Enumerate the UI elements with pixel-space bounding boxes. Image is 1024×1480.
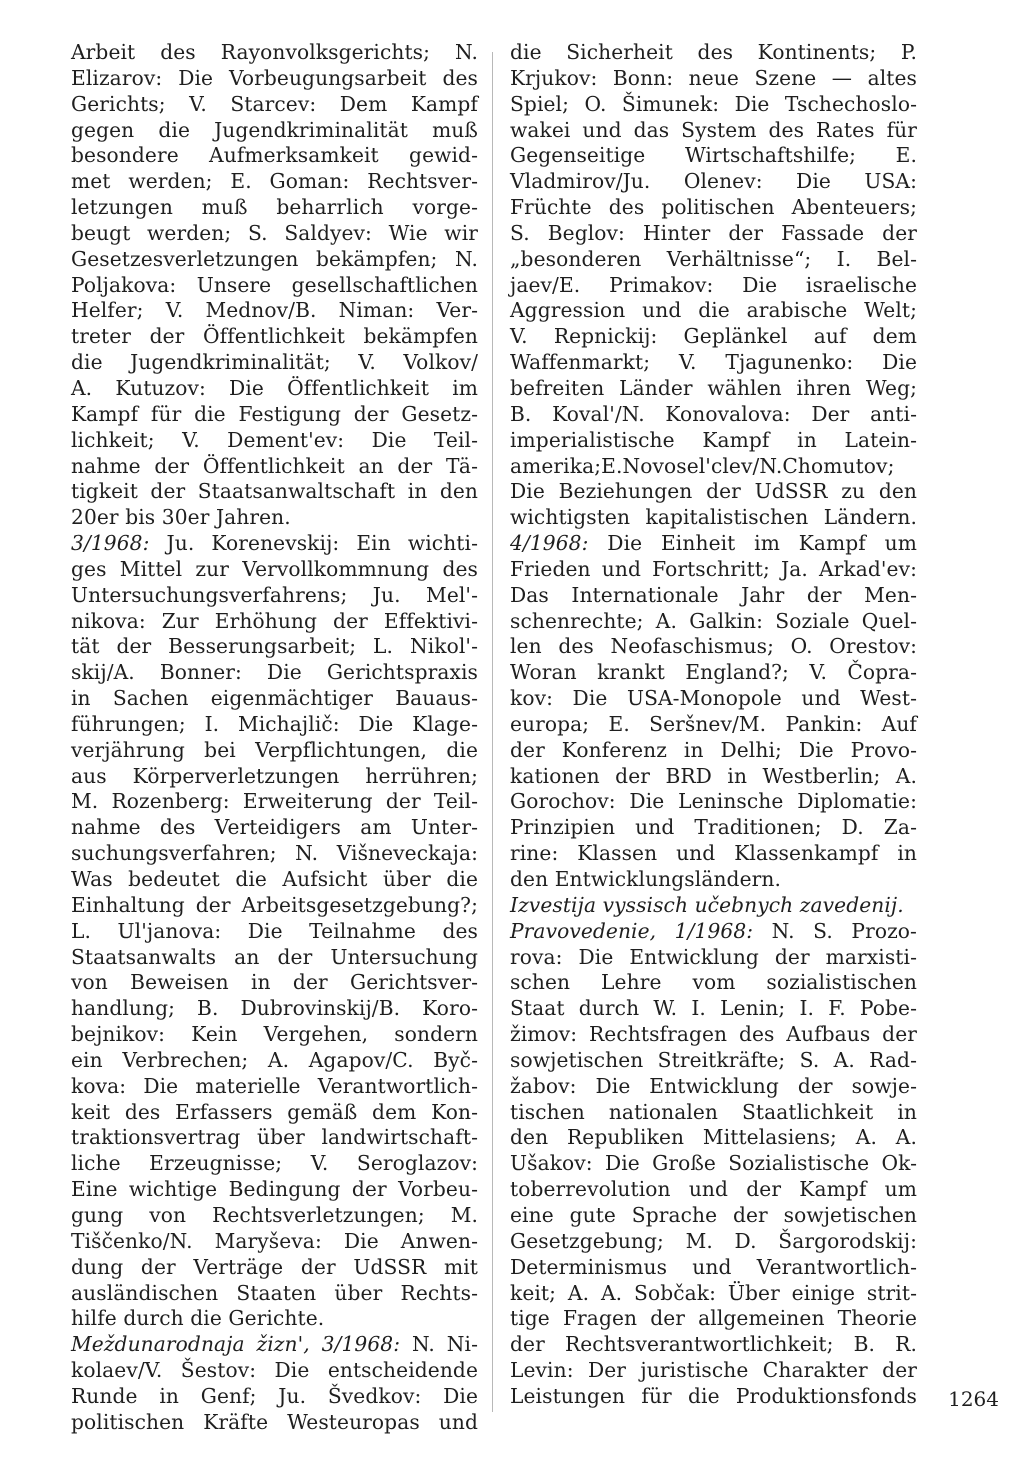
line-text: verjährung bei Verpflichtungen, die [71,737,478,762]
source-citation: Pravovedenie, 1/1968: [510,918,754,943]
text-line [510,1022,917,1048]
text-line [510,609,917,635]
line-text: Eine wichtige Bedingung der Vorbeu- [71,1177,478,1202]
line-text: met werden; E. Goman: Rechtsver- [71,169,478,194]
text-line [71,505,478,531]
text-line [71,1048,478,1074]
text-line [71,298,478,324]
text-line [510,893,917,919]
text-line [71,867,478,893]
line-text: Tiščenko/N. Maryševa: Die Anwen- [71,1228,478,1253]
text-line [510,479,917,505]
text-line [71,660,478,686]
line-text: nikova: Zur Erhöhung der Effektivi- [71,608,478,633]
text-line [510,583,917,609]
text-line [510,634,917,660]
text-line [510,1384,917,1410]
text-line [510,1281,917,1307]
line-text: Waffenmarkt; V. Tjagunenko: Die [510,350,917,375]
text-line [510,660,917,686]
text-line [510,1358,917,1384]
line-text: imperialistische Kampf in Latein- [510,427,917,452]
line-text: bejnikov: Kein Vergehen, sondern [71,1022,478,1047]
text-line [71,376,478,402]
line-text: Gorochov: Die Leninsche Diplomatie: [510,789,917,814]
text-line [510,557,917,583]
line-text: nahme des Verteidigers am Unter- [71,815,478,840]
text-line [71,815,478,841]
line-text: keit des Erfassers gemäß dem Kon- [71,1099,478,1124]
line-text: Gesetzesverletzungen bekämpfen; N. [71,246,478,271]
text-line [71,92,478,118]
line-text: rova: Die Entwicklung der marxisti- [510,944,917,969]
line-text: Staat durch W. I. Lenin; I. F. Pobe- [510,996,917,1021]
line-text: wakei und das System des Rates für [510,117,917,142]
text-line [71,1255,478,1281]
line-text: amerika;E.Novosel'clev/N.Chomutov; [510,453,895,478]
line-text: gung von Rechtsverletzungen; M. [71,1202,478,1227]
text-line [510,169,917,195]
line-text: Gesetzgebung; M. D. Šargorodskij: [510,1228,917,1253]
line-text: politischen Kräfte Westeuropas und [71,1409,478,1434]
line-text: traktionsvertrag über landwirtschaft- [71,1125,478,1150]
line-text: M. Rozenberg: Erweiterung der Teil- [71,789,478,814]
text-line [71,454,478,480]
text-line [71,324,478,350]
line-text: len des Neofaschismus; O. Orestov: [510,634,917,659]
line-text: ausländischen Staaten über Rechts- [71,1280,478,1305]
line-text: 20er bis 30er Jahren. [71,505,291,530]
line-text: „besonderen Verhältnisse“; I. Bel- [510,246,917,271]
text-line [510,996,917,1022]
line-text: Levin: Der juristische Charakter der [510,1358,917,1383]
text-line [510,970,917,996]
line-text: toberrevolution und der Kampf um [510,1177,917,1202]
line-text: Krjukov: Bonn: neue Szene — altes [510,65,917,90]
line-text: Leistungen für die Produktionsfonds [510,1383,917,1408]
text-line [71,1177,478,1203]
text-line [510,143,917,169]
line-text: Untersuchungsverfahrens; Ju. Mel'- [71,582,478,607]
line-text: Ju. Korenevskij: Ein wichti- [149,531,478,556]
line-text: handlung; B. Dubrovinskij/B. Koro- [71,996,478,1021]
text-line [71,143,478,169]
source-citation: 3/1968: [71,531,150,556]
line-text: kationen der BRD in Westberlin; A. [510,763,917,788]
page-number: 1264 [948,1387,999,1411]
text-line [510,118,917,144]
line-text: dung der Verträge der UdSSR mit [71,1254,478,1279]
line-text: rine: Klassen und Klassenkampf in [510,841,917,866]
text-line [71,195,478,221]
text-line [71,221,478,247]
text-line [510,712,917,738]
text-line [71,169,478,195]
text-line [510,1332,917,1358]
line-text: Die Einheit im Kampf um [588,531,917,556]
line-text: treter der Öffentlichkeit bekämpfen [71,324,478,349]
line-text: europa; E. Seršnev/M. Pankin: Auf [510,711,917,736]
text-line [510,324,917,350]
line-text: besondere Aufmerksamkeit gewid- [71,143,478,168]
line-text: schen Lehre vom sozialistischen [510,970,917,995]
text-line [510,1074,917,1100]
text-line [510,1125,917,1151]
text-line [510,764,917,790]
line-text: ges Mittel zur Vervollkommnung des [71,556,478,581]
text-line [71,1125,478,1151]
text-line [510,1229,917,1255]
text-line [71,428,478,454]
text-line [510,1255,917,1281]
text-line [510,841,917,867]
text-line [71,557,478,583]
line-text: žabov: Die Entwicklung der sowje- [510,1073,917,1098]
line-text: hilfe durch die Gerichte. [71,1306,325,1331]
text-line [510,376,917,402]
line-text: Einhaltung der Arbeitsgesetzgebung?; [71,892,478,917]
text-line [71,1100,478,1126]
text-line [510,1306,917,1332]
text-line [510,789,917,815]
text-line [510,531,917,557]
text-line [71,1358,478,1384]
text-line [71,764,478,790]
line-text: den Republiken Mittelasiens; A. A. [510,1125,917,1150]
line-text: schenrechte; A. Galkin: Soziale Quel- [510,608,917,633]
text-line [510,402,917,428]
line-text: aus Körperverletzungen herrühren; [71,763,478,788]
text-line [71,273,478,299]
text-line [510,428,917,454]
text-line [71,970,478,996]
line-text: N. Ni- [400,1332,479,1357]
text-line [71,789,478,815]
text-line [510,505,917,531]
column-divider [492,52,493,1412]
line-text: Die Beziehungen der UdSSR zu den [510,479,917,504]
line-text: Poljakova: Unsere gesellschaftlichen [71,272,478,297]
line-text: L. Ul'janova: Die Teilnahme des [71,918,478,943]
line-text: kova: Die materielle Verantwortlich- [71,1073,478,1098]
line-text: kolaev/V. Šestov: Die entscheidende [71,1358,478,1383]
line-text: keit; A. A. Sobčak: Über einige strit- [510,1280,917,1305]
text-line [71,1306,478,1332]
source-citation: 4/1968: [510,531,589,556]
text-line [510,247,917,273]
text-line [71,1074,478,1100]
line-text: Helfer; V. Mednov/B. Niman: Ver- [71,298,478,323]
text-line [71,919,478,945]
line-text: Früchte des politischen Abenteuers; [510,195,917,220]
line-text: der Rechtsverantwortlichkeit; B. R. [510,1332,917,1357]
line-text: Prinzipien und Traditionen; D. Za- [510,815,917,840]
text-line [510,221,917,247]
text-line [510,40,917,66]
line-text: ein Verbrechen; A. Agapov/C. Byč- [71,1047,478,1072]
text-line [510,92,917,118]
left-text-column [71,40,478,1436]
line-text: skij/A. Bonner: Die Gerichtspraxis [71,660,478,685]
line-text: beugt werden; S. Saldyev: Wie wir [71,220,478,245]
text-line [71,1022,478,1048]
text-line [510,66,917,92]
line-text: N. S. Prozo- [753,918,917,943]
text-line [71,712,478,738]
text-line [71,634,478,660]
line-text: führungen; I. Michajlič: Die Klage- [71,711,478,736]
text-line [71,402,478,428]
text-line [71,738,478,764]
line-text: Runde in Genf; Ju. Švedkov: Die [71,1383,478,1408]
text-line [71,1281,478,1307]
text-line [510,350,917,376]
text-line [71,1203,478,1229]
text-line [510,273,917,299]
line-text: in Sachen eigenmächtiger Bauaus- [71,686,478,711]
text-line [510,867,917,893]
text-line [71,583,478,609]
line-text: der Konferenz in Delhi; Die Provo- [510,737,917,762]
text-line [510,815,917,841]
text-line [71,1229,478,1255]
text-line [71,893,478,919]
line-text: die Sicherheit des Kontinents; P. [510,40,917,64]
text-line [71,841,478,867]
line-text: eine gute Sprache der sowjetischen [510,1202,917,1227]
line-text: tät der Besserungsarbeit; L. Nikol'- [71,634,478,659]
line-text: nahme der Öffentlichkeit an der Tä- [71,453,478,478]
line-text: tischen nationalen Staatlichkeit in [510,1099,917,1124]
line-text: Das Internationale Jahr der Men- [510,582,917,607]
line-text: Kampf für die Festigung der Gesetz- [71,401,478,426]
line-text: Staatsanwalts an der Untersuchung [71,944,478,969]
line-text: die Jugendkriminalität; V. Volkov/ [71,350,478,375]
line-text: žimov: Rechtsfragen des Aufbaus der [510,1022,917,1047]
line-text: Aggression und die arabische Welt; [510,298,917,323]
line-text: kov: Die USA-Monopole und West- [510,686,917,711]
text-line [510,1203,917,1229]
text-line [71,945,478,971]
text-line [510,454,917,480]
text-line [71,609,478,635]
line-text: liche Erzeugnisse; V. Seroglazov: [71,1151,478,1176]
line-text: Frieden und Fortschritt; Ja. Arkad'ev: [510,556,917,581]
text-line [510,738,917,764]
text-line [71,118,478,144]
text-line [71,996,478,1022]
line-text: von Beweisen in der Gerichtsver- [71,970,478,995]
text-line [510,298,917,324]
text-line [510,1048,917,1074]
text-line [71,247,478,273]
text-line [71,1332,478,1358]
line-text: V. Repnickij: Geplänkel auf dem [510,324,917,349]
line-text: Elizarov: Die Vorbeugungsarbeit des [71,65,478,90]
line-text: wichtigsten kapitalistischen Ländern. [510,505,917,530]
line-text: gegen die Jugendkriminalität muß [71,117,478,142]
line-text: B. Koval'/N. Konovalova: Der anti- [510,401,917,426]
text-line [71,686,478,712]
source-citation: Izvestija vyssisch učebnych zavedenij. [510,892,904,917]
line-text: den Entwicklungsländern. [510,867,781,891]
line-text: befreiten Länder wählen ihren Weg; [510,375,917,400]
line-text: Was bedeutet die Aufsicht über die [71,867,478,891]
right-text-column [510,40,917,1410]
line-text: Ušakov: Die Große Sozialistische Ok- [510,1151,917,1176]
text-line [71,350,478,376]
text-line [510,1177,917,1203]
text-line [71,66,478,92]
line-text: suchungsverfahren; N. Višneveckaja: [71,841,478,866]
text-line [510,945,917,971]
text-line [510,686,917,712]
source-citation: Meždunarodnaja žizn', 3/1968: [71,1332,401,1357]
line-text: A. Kutuzov: Die Öffentlichkeit im [71,375,478,400]
line-text: letzungen muß beharrlich vorge- [71,195,478,220]
text-line [71,479,478,505]
text-line [71,531,478,557]
text-line [510,195,917,221]
line-text: lichkeit; V. Dement'ev: Die Teil- [71,427,478,452]
line-text: sowjetischen Streitkräfte; S. A. Rad- [510,1047,917,1072]
text-line [71,1151,478,1177]
text-line [510,919,917,945]
line-text: Spiel; O. Šimunek: Die Tschechoslo- [510,91,917,116]
line-text: Gegenseitige Wirtschaftshilfe; E. [510,143,917,168]
text-line [71,40,478,66]
line-text: Arbeit des Rayonvolksgerichts; N. [71,40,478,64]
line-text: tige Fragen der allgemeinen Theorie [510,1306,917,1331]
line-text: Gerichts; V. Starcev: Dem Kampf [71,91,478,116]
line-text: Determinismus und Verantwortlich- [510,1254,917,1279]
text-line [71,1384,478,1410]
line-text: tigkeit der Staatsanwaltschaft in den [71,479,478,504]
line-text: jaev/E. Primakov: Die israelische [510,272,917,297]
text-line [510,1151,917,1177]
line-text: Woran krankt England?; V. Čopra- [510,660,917,685]
text-line [71,1410,478,1436]
text-line [510,1100,917,1126]
line-text: S. Beglov: Hinter der Fassade der [510,220,917,245]
line-text: Vladmirov/Ju. Olenev: Die USA: [510,169,917,194]
